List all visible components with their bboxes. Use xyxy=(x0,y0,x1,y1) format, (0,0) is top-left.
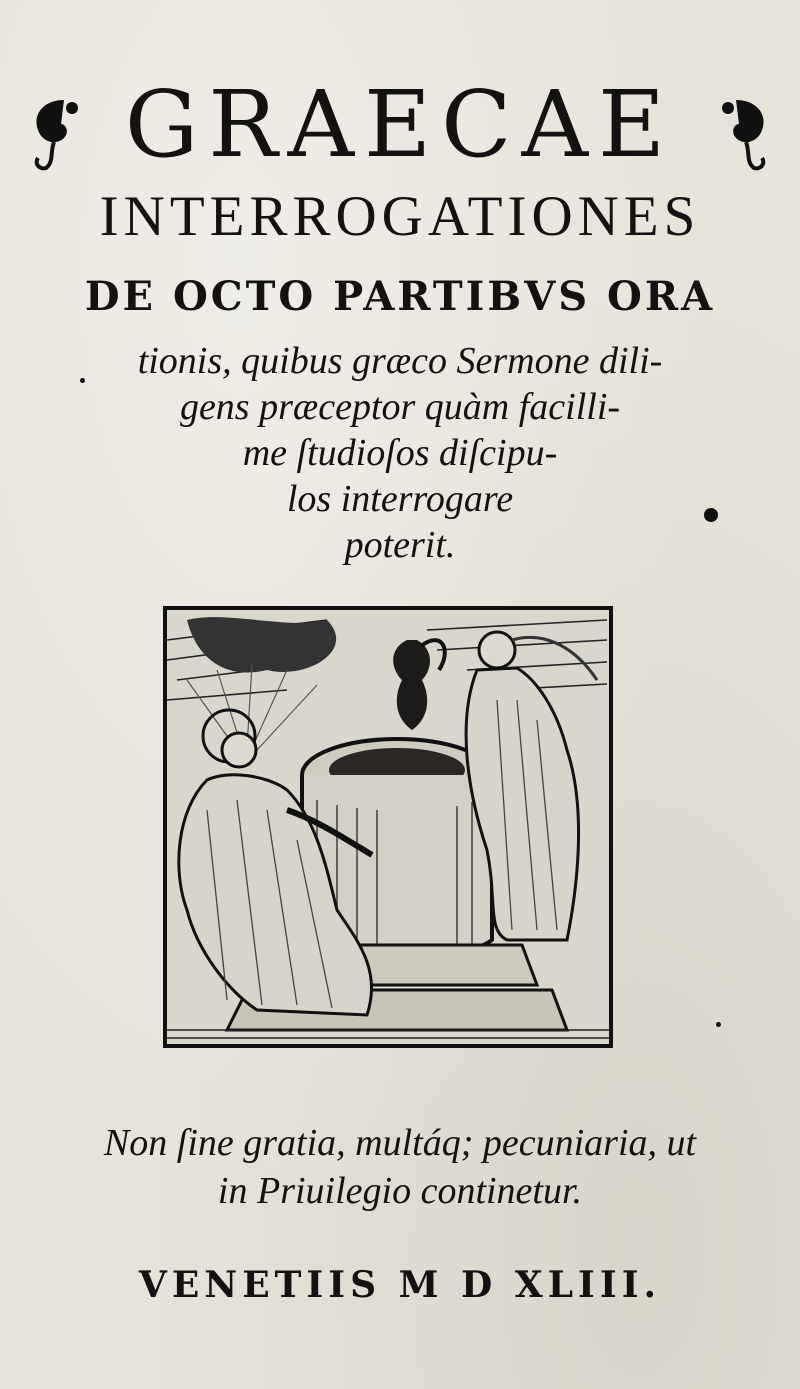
main-title-text: GRAECAE xyxy=(124,71,676,178)
privilege-line-2: in Priuilegio continetur. xyxy=(217,1170,583,1212)
right-fleuron-icon xyxy=(714,92,776,172)
woodcut-christ-and-samaritan-woman-icon xyxy=(167,610,609,1044)
woodcut-illustration xyxy=(163,606,613,1048)
body-line-4: los interrogare xyxy=(286,478,514,520)
left-fleuron-icon xyxy=(24,92,86,172)
body-line-5: poterit. xyxy=(344,524,456,566)
main-title xyxy=(0,70,800,180)
body-line-3: me ſtudioſos diſcipu- xyxy=(242,432,558,474)
body-line-1: tionis, quibus græco Sermone dili- xyxy=(137,340,663,382)
body-line-2: gens præceptor quàm facilli- xyxy=(179,386,621,428)
ink-speck xyxy=(716,1022,721,1027)
subtitle: INTERROGATIONES xyxy=(99,185,701,248)
de-octo-line: DE OCTO PARTIBVS ORA xyxy=(84,273,716,320)
ink-speck xyxy=(80,378,85,383)
privilege-line-1: Non ſine gratia, multáq; pecuniaria, ut xyxy=(103,1122,697,1164)
ink-speck xyxy=(704,508,718,522)
imprint: VENETIIS M D XLIII. xyxy=(138,1264,662,1306)
